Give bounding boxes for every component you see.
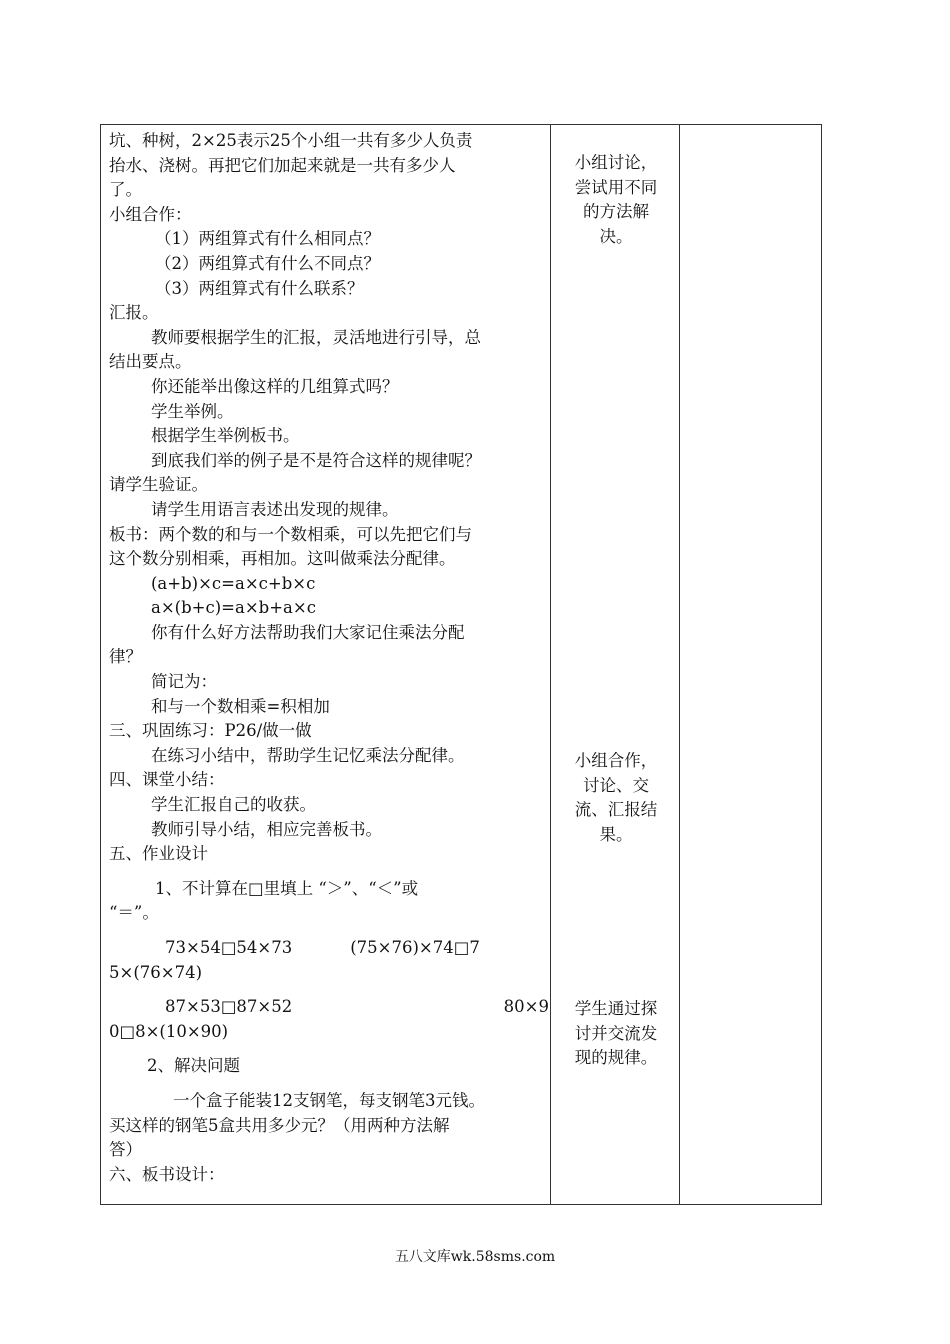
text-line: 坑、种树，2×25表示25个小组一共有多少人负责 [109, 131, 473, 150]
text-line: 买这样的钢笔5盒共用多少元？（用两种方法解 [109, 1115, 450, 1135]
text-line: 和与一个数相乘=积相加 [151, 696, 330, 716]
activity-note: 学生通过探 讨并交流发 现的规律。 [574, 999, 658, 1068]
section-heading: 三、巩固练习：P26/做一做 [109, 721, 312, 741]
text-line: 你有什么好方法帮助我们大家记住乘法分配 [151, 622, 465, 642]
section-heading: 2、解决问题 [147, 1056, 240, 1076]
text-line: 答） [109, 1140, 142, 1160]
exercise-line: 1、不计算在□里填上 “＞”、“＜”或 [155, 878, 419, 898]
text-line: 抬水、浇树。再把它们加起来就是一共有多少人 [109, 155, 456, 175]
exercise-item: (75×76)×74□7 [350, 938, 480, 957]
section-heading: 六、板书设计： [109, 1164, 225, 1184]
section-heading: 四、课堂小结： [109, 770, 225, 790]
text-line: 学生举例。 [151, 401, 234, 421]
page-footer: 五八文库wk.58sms.com [394, 1249, 556, 1265]
exercise-item: 80×9 [503, 997, 549, 1017]
text-line: （1）两组算式有什么相同点？ [155, 229, 380, 249]
activity-note: 小组合作， 讨论、交 流、汇报结 果。 [574, 751, 658, 844]
text-line: 一个盒子能装12支钢笔，每支钢笔3元钱。 [173, 1090, 485, 1110]
text-line: 你还能举出像这样的几组算式吗？ [151, 376, 399, 396]
text-line: 了。 [109, 180, 142, 200]
text-line: 简记为： [151, 672, 217, 692]
activity-note: 小组讨论， 尝试用不同 的方法解 决。 [574, 153, 658, 246]
column-divider [679, 125, 680, 1204]
text-line: 律？ [109, 647, 142, 667]
text-line: 到底我们举的例子是不是符合这样的规律呢？ [151, 450, 481, 470]
text-line: 请学生验证。 [109, 475, 208, 495]
text-line: 根据学生举例板书。 [151, 426, 300, 446]
text-line: 小组合作： [109, 204, 192, 224]
text-line: 请学生用语言表述出发现的规律。 [151, 499, 399, 519]
section-heading: 五、作业设计 [109, 844, 208, 864]
text-line: 板书：两个数的和与一个数相乘，可以先把它们与 [109, 524, 472, 544]
exercise-line: 5×(76×74) [109, 962, 203, 982]
exercise-item: 73×54□54×73 [165, 938, 293, 957]
exercise-row [109, 936, 549, 961]
formula-line: (a+b)×c=a×c+b×c [151, 573, 316, 593]
exercise-line: “＝”。 [109, 903, 159, 923]
exercise-line: 0□8×(10×90) [109, 1021, 229, 1041]
text-line: 教师要根据学生的汇报，灵活地进行引导，总 [151, 327, 481, 347]
exercise-item: 87×53□87×52 [165, 997, 293, 1017]
column-divider [550, 125, 551, 1204]
formula-line: a×(b+c)=a×b+a×c [151, 598, 316, 618]
lesson-table [100, 124, 822, 1205]
text-line: 汇报。 [109, 303, 159, 323]
text-line: 结出要点。 [109, 352, 192, 372]
lesson-content [109, 129, 549, 1187]
text-line: 在练习小结中，帮助学生记忆乘法分配律。 [151, 745, 465, 765]
exercise-row [109, 995, 549, 1020]
text-line: 教师引导小结，相应完善板书。 [151, 819, 382, 839]
text-line: 学生汇报自己的收获。 [151, 795, 316, 815]
text-line: 这个数分别相乘，再相加。这叫做乘法分配律。 [109, 549, 456, 569]
text-line: （2）两组算式有什么不同点？ [155, 253, 380, 273]
text-line: （3）两组算式有什么联系？ [155, 278, 364, 298]
